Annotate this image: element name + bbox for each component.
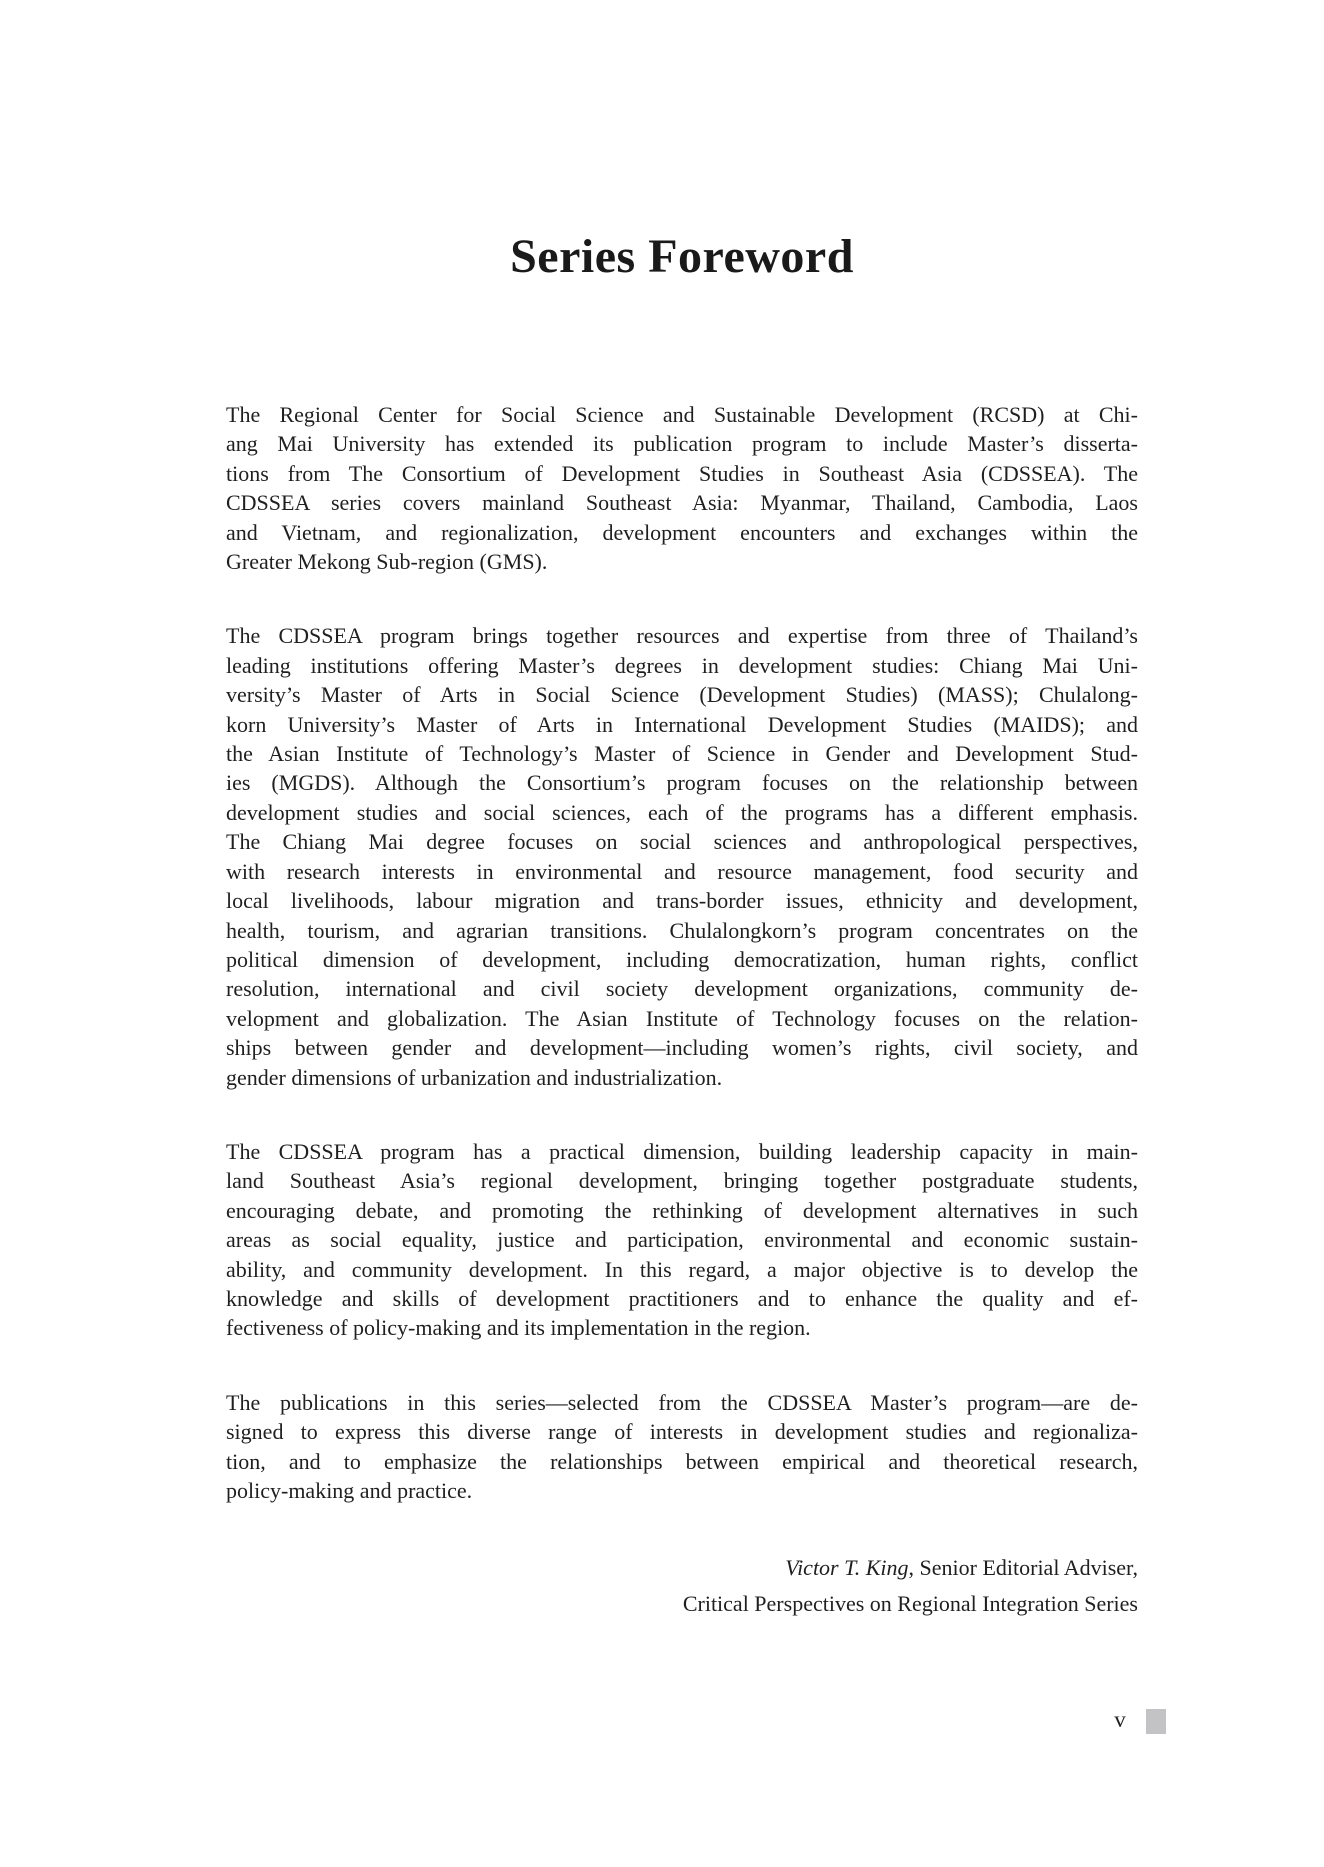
- paragraph-1: [226, 400, 1138, 576]
- attribution: [226, 1550, 1138, 1622]
- paragraph-3-line-3: encouraging debate, and promoting the rethinking of development alternatives in such: [226, 1197, 1138, 1223]
- paragraph-1-line-3: tions from The Consortium of Development Studies in Southeast Asia (CDSSEA). The: [226, 460, 1138, 486]
- attribution-author-role: , Senior Editorial Adviser,: [908, 1555, 1138, 1581]
- paragraph-4-line-3: tion, and to emphasize the relationships between empirical and theoretical research,: [226, 1448, 1138, 1474]
- attribution-author-line: [226, 1550, 1138, 1586]
- paragraph-1-line-4: CDSSEA series covers mainland Southeast Asia: Myanmar, Thailand, Cambodia, Laos: [226, 490, 1138, 516]
- foreword-paragraphs: [226, 400, 1138, 1505]
- paragraph-2: [226, 621, 1138, 1092]
- paragraph-2-line-14: velopment and globalization. The Asian Institute of Technology focuses on the relation-: [226, 1005, 1138, 1031]
- attribution-series-name: Critical Perspectives on Regional Integration Series: [682, 1591, 1138, 1617]
- paragraph-3-line-6: knowledge and skills of development practitioners and to enhance the quality and ef-: [226, 1285, 1138, 1311]
- paragraph-2-line-6: ies (MGDS). Although the Consortium’s program focuses on the relationship between: [226, 770, 1138, 796]
- paragraph-4-line-2: signed to express this diverse range of interests in development studies and regionaliza-: [226, 1419, 1138, 1445]
- paragraph-1-line-2: ang Mai University has extended its publication program to include Master’s disserta-: [226, 431, 1138, 457]
- paragraph-3-line-7: fectiveness of policy-making and its implementation in the region.: [226, 1315, 811, 1341]
- paragraph-1-line-6: Greater Mekong Sub-region (GMS).: [226, 549, 548, 575]
- paragraph-2-line-4: korn University’s Master of Arts in International Development Studies (MAIDS); and: [226, 711, 1138, 737]
- paragraph-3-line-5: ability, and community development. In this regard, a major objective is to develop the: [226, 1256, 1138, 1282]
- paragraph-1-line-1: The Regional Center for Social Science and Sustainable Development (RCSD) at Chi-: [226, 402, 1138, 427]
- paragraph-1-line-5: and Vietnam, and regionalization, development encounters and exchanges within the: [226, 519, 1138, 545]
- page-marker-icon: [1146, 1709, 1166, 1734]
- paragraph-2-line-10: local livelihoods, labour migration and trans-border issues, ethnicity and development,: [226, 888, 1138, 914]
- paragraph-2-line-9: with research interests in environmental and resource management, food security and: [226, 858, 1138, 884]
- paragraph-4-line-1: The publications in this series—selected from the CDSSEA Master’s program—are de-: [226, 1389, 1138, 1415]
- paragraph-2-line-1: The CDSSEA program brings together resources and expertise from three of Thailand’s: [226, 623, 1138, 649]
- paragraph-3: [226, 1137, 1138, 1343]
- paragraph-2-line-3: versity’s Master of Arts in Social Science (Development Studies) (MASS); Chulalong-: [226, 682, 1138, 708]
- paragraph-2-line-11: health, tourism, and agrarian transitions. Chulalongkorn’s program concentrates on the: [226, 917, 1138, 943]
- paragraph-2-line-8: The Chiang Mai degree focuses on social sciences and anthropological perspectives,: [226, 829, 1138, 855]
- paragraph-2-line-5: the Asian Institute of Technology’s Master of Science in Gender and Development Stud-: [226, 741, 1138, 767]
- paragraph-4-line-4: policy-making and practice.: [226, 1478, 473, 1503]
- paragraph-2-line-16: gender dimensions of urbanization and industrialization.: [226, 1064, 723, 1090]
- paragraph-2-line-12: political dimension of development, including democratization, human rights, conflict: [226, 946, 1138, 972]
- attribution-author-name: Victor T. King: [785, 1555, 909, 1581]
- paragraph-2-line-15: ships between gender and development—including women’s rights, civil society, and: [226, 1035, 1138, 1061]
- paragraph-4: [226, 1388, 1138, 1506]
- paragraph-3-line-4: areas as social equality, justice and participation, environmental and economic sustain-: [226, 1227, 1138, 1253]
- page-number: v: [1114, 1707, 1126, 1732]
- page-title: Series Foreword: [510, 230, 854, 283]
- paragraph-3-line-2: land Southeast Asia’s regional development, bringing together postgraduate students,: [226, 1168, 1138, 1194]
- paragraph-2-line-2: leading institutions offering Master’s degrees in development studies: Chiang Mai Uni-: [226, 652, 1138, 678]
- paragraph-2-line-13: resolution, international and civil society development organizations, community de-: [226, 976, 1138, 1002]
- paragraph-3-line-1: The CDSSEA program has a practical dimension, building leadership capacity in main-: [226, 1138, 1138, 1164]
- paragraph-2-line-7: development studies and social sciences, each of the programs has a different emphasis.: [226, 799, 1138, 825]
- foreword-content: [226, 400, 1138, 1622]
